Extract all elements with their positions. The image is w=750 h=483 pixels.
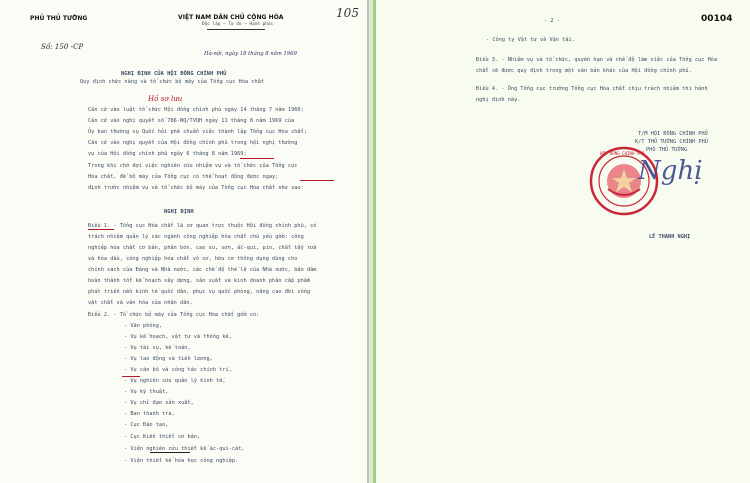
article-line: Điều 1. - Tổng cục Hóa chất là cơ quan trực thuộc Hội đồng chính phủ, có — [88, 223, 317, 229]
article-line: vật chất và văn hóa của nhân dân. — [88, 300, 193, 306]
strike-through-mark — [150, 452, 190, 453]
list-item: - Ban thanh tra, — [124, 411, 175, 417]
document-page-2 — [373, 0, 750, 483]
list-item: - Viện thiết kế hóa học công nghiệp. — [124, 458, 239, 464]
red-underline-mark — [300, 180, 334, 181]
place-date: Hà-nội, ngày 18 tháng 8 năm 1969 — [204, 51, 297, 57]
decree-subtitle: Quy định chức năng và tổ chức bộ máy của Tổng cục Hóa chất — [80, 79, 265, 85]
article-line: phát triển nền kinh tế quốc dân, phục vụ quốc phòng, nâng cao đời sống — [88, 289, 311, 295]
red-underline-mark — [88, 229, 114, 230]
preamble-line: vụ của Hội đồng chính phủ ngày 6 tháng 8 năm 1969; — [88, 151, 247, 157]
signature-line: K/T THỦ TƯỚNG CHÍNH PHỦ — [635, 139, 708, 145]
document-number: Số: 150 -CP — [41, 43, 84, 51]
article-line: Điều 3. - Nhiệm vụ và tổ chức, quyền hạn và chế độ làm việc của Tổng cục Hóa — [476, 57, 718, 63]
list-item-continued: - Công ty Vật tư và Vận tải. — [486, 37, 575, 43]
decree-title: NGHỊ ĐỊNH CỦA HỘI ĐỒNG CHÍNH PHỦ — [121, 71, 227, 77]
page-marker: - 2 - — [544, 18, 560, 24]
document-page-1 — [0, 0, 369, 483]
handwritten-signature: Nghị — [638, 156, 703, 186]
article-line: nghị định này. — [476, 97, 521, 103]
list-item: - Viện nghiên cứu thiết kế ác-qui-cát, — [124, 446, 245, 452]
preamble-line: Ủy ban thường vụ Quốc hội phê chuẩn việc thành lập Tổng cục Hóa chất; — [88, 129, 307, 135]
handwritten-archive-note: Hồ sơ lưu — [148, 95, 183, 103]
motto-underline — [207, 29, 265, 30]
article-line: nghiệp hóa chất cơ bản, phân bón, cao su, sơn, ắc-qui, pin, chất tẩy rửa — [88, 245, 317, 251]
preamble-line: Hóa chất, để bộ máy của Tổng cục có thể hoạt động được ngay; — [88, 174, 279, 180]
list-item: - Văn phòng, — [124, 323, 163, 329]
list-item: - Vụ cán bộ và công tác chính trị, — [124, 367, 232, 373]
signer-name: LÊ THANH NGHỊ — [649, 234, 691, 240]
list-item: - Vụ chỉ đạo sản xuất, — [124, 400, 194, 406]
preamble-line: Căn cứ vào nghị quyết số 786-NQ/TVQH ngày 11 tháng 8 năm 1969 của — [88, 118, 295, 124]
preamble-line: Căn cứ vào nghị quyết của Hội đồng chính phủ trong hội nghị thường — [88, 140, 298, 146]
preamble-line: Căn cứ vào luật tổ chức Hội đồng chính phủ ngày 14 tháng 7 năm 1960; — [88, 107, 304, 113]
list-item: - Cục Kiến thiết cơ bản, — [124, 434, 201, 440]
signature-line: PHÓ THỦ TƯỚNG — [646, 147, 688, 153]
list-item: - Cục Đào tạo, — [124, 422, 169, 428]
signature-line: T/M HỘI ĐỒNG CHÍNH PHỦ — [638, 131, 708, 137]
list-item: - Vụ tài vụ, kế toán, — [124, 345, 191, 351]
article-line: Điều 4. - Ông Tổng cục trưởng Tổng cục Hóa chất chịu trách nhiệm thi hành — [476, 86, 708, 92]
article-line: chất sẽ được quy định trong một văn bản khác của Hội đồng chính phủ. — [476, 68, 692, 74]
page-number: 105 — [336, 6, 360, 20]
red-underline-mark — [240, 158, 274, 159]
list-item: - Vụ kỹ thuật, — [124, 389, 169, 395]
article-line: chính sách của Đảng và Nhà nước, các chế độ thể lệ của Nhà nước, bảo đảm — [88, 267, 317, 273]
issuer-header: PHỦ THỦ TƯỚNG — [30, 15, 88, 22]
list-item: - Vụ lao động và tiền lương, — [124, 356, 213, 362]
preamble-line: định trước nhiệm vụ và tổ chức bộ máy của Tổng cục Hóa chất như sau: — [88, 185, 304, 191]
section-heading: NGHỊ ĐỊNH — [164, 209, 194, 215]
list-item: - Vụ nghiên cứu quản lý kinh tế, — [124, 378, 226, 384]
page-number: 00104 — [701, 14, 733, 24]
article-line: và hóa dầu, công nghiệp hóa chất vô cơ, hữu cơ thông dụng dùng cho — [88, 256, 298, 262]
article-line: trách nhiệm quản lý các ngành công nghiệp hóa chất chủ yếu gồm: công — [88, 234, 304, 240]
red-margin-mark — [122, 376, 140, 377]
national-motto: Độc lập — Tự do — Hạnh phúc — [202, 22, 274, 27]
article-line: hoàn thành tốt kế hoạch xây dựng, sản xuất và kinh doanh phân cấp phẩm — [88, 278, 311, 284]
national-title: VIỆT NAM DÂN CHỦ CỘNG HÒA — [178, 14, 284, 21]
article-2-intro: Điều 2. - Tổ chức bộ máy của Tổng cục Hóa chất gồm có: — [88, 312, 260, 318]
list-item: - Vụ kế hoạch, vật tư và thống kê, — [124, 334, 232, 340]
seal-text: HỘI ĐỒNG CHÍNH PHỦ — [600, 151, 645, 156]
preamble-line: Trong khi chờ đợi việc nghiên cứu nhiệm vụ và tổ chức của Tổng cục — [88, 163, 298, 169]
